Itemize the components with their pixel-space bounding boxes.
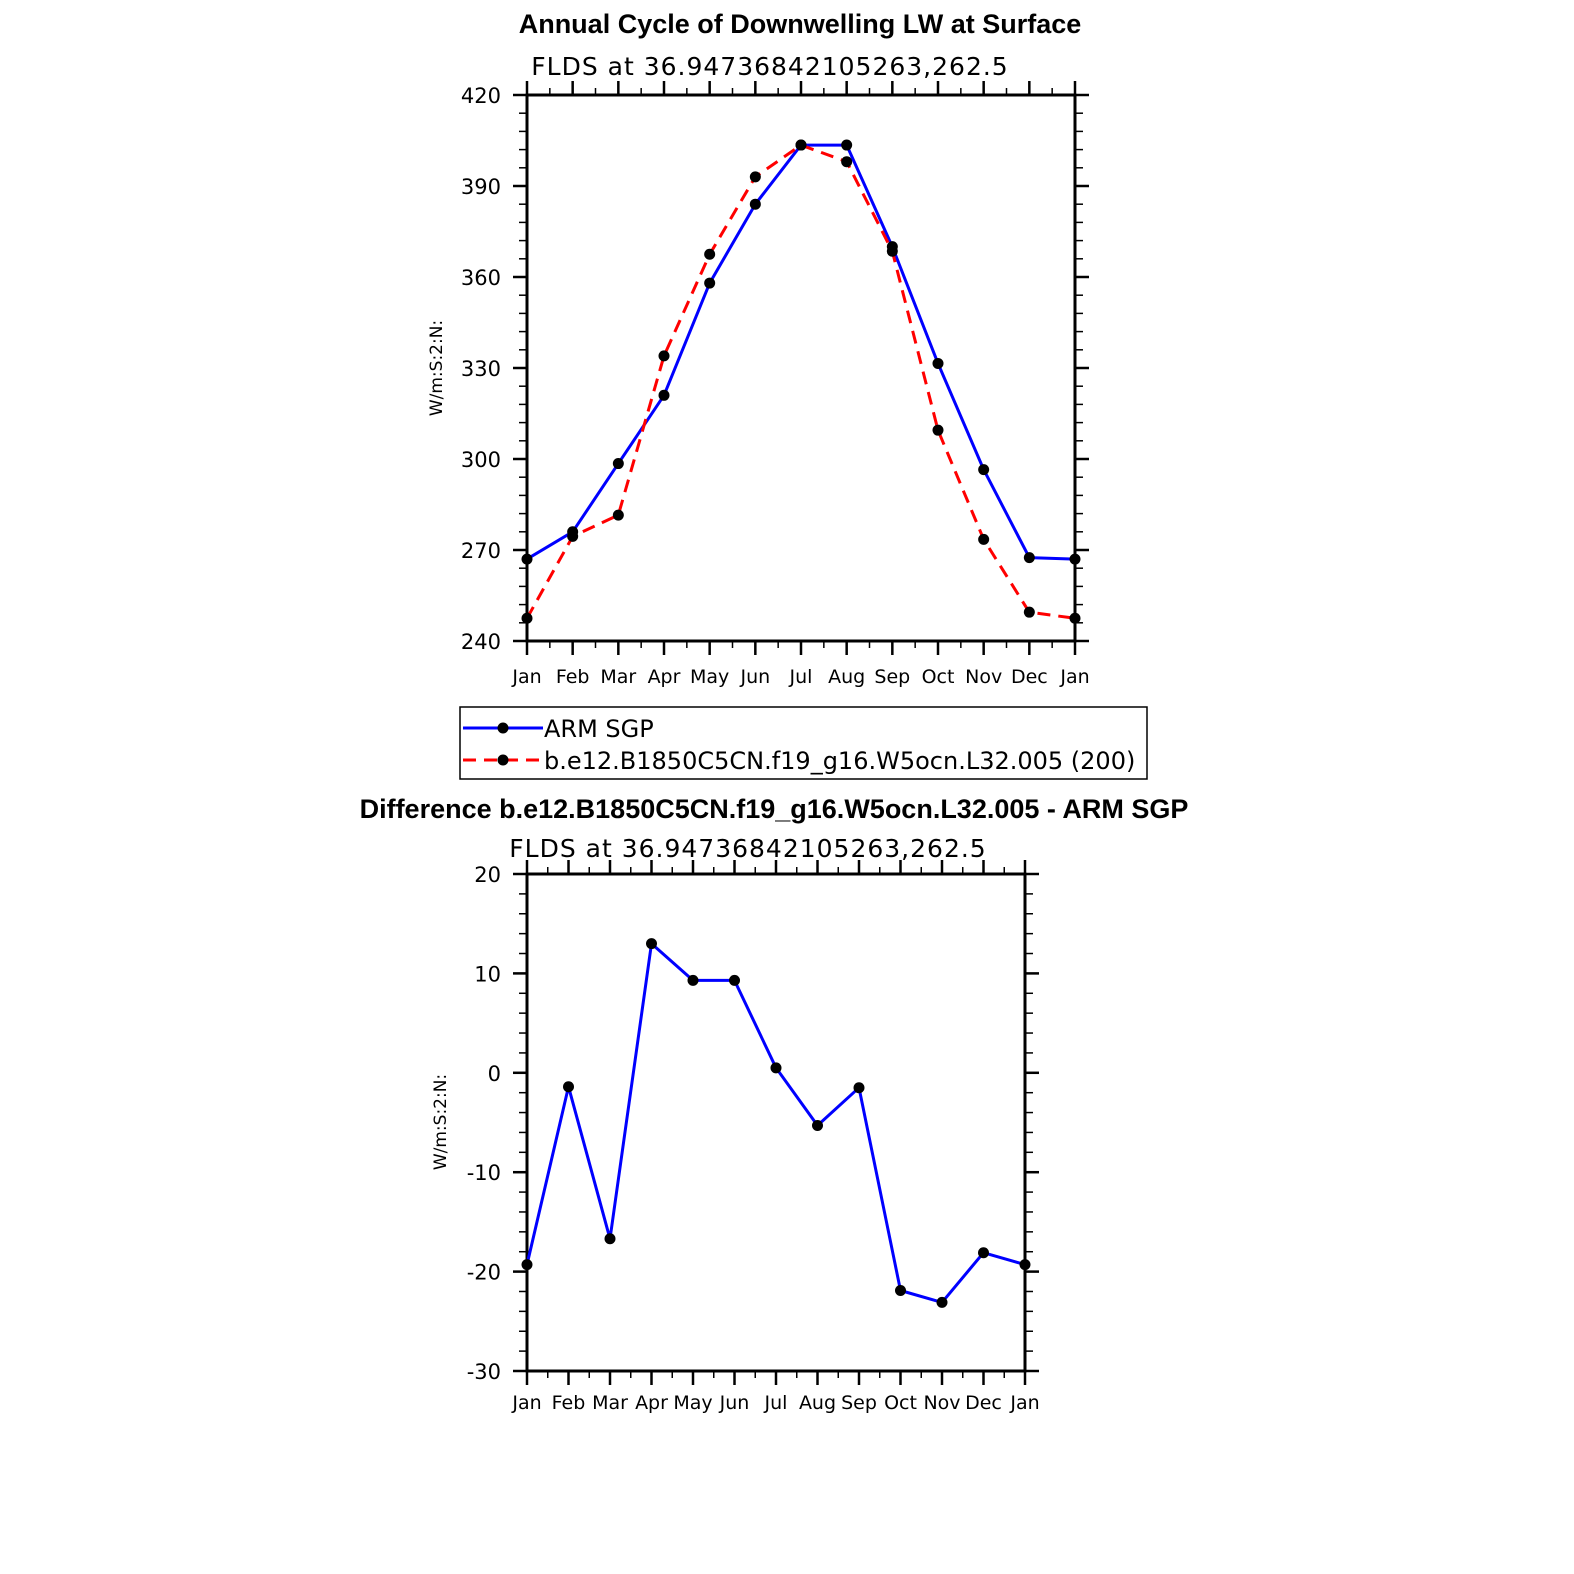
series-0-point: [613, 458, 624, 469]
chart-title: Annual Cycle of Downwelling LW at Surface: [518, 9, 1082, 39]
x-tick-label: Jul: [789, 666, 813, 688]
annual-cycle-chart: [427, 9, 1090, 688]
legend: [460, 707, 1147, 779]
plot-frame: [527, 95, 1075, 641]
series-0-point: [750, 199, 761, 210]
chart-subtitle: FLDS at 36.94736842105263,262.5: [531, 52, 1009, 81]
series-0-point: [1070, 554, 1081, 565]
series-1-point: [1070, 613, 1081, 624]
series-0-point: [978, 464, 989, 475]
legend-swatch-marker-1: [498, 755, 509, 766]
series-line-1: [527, 145, 1075, 618]
x-tick-label: Apr: [635, 1392, 668, 1414]
y-tick-label: 420: [460, 84, 501, 108]
y-tick-label: -20: [466, 1260, 501, 1285]
x-tick-label: Dec: [1010, 666, 1048, 688]
y-tick-label: 270: [460, 539, 501, 563]
series-0-point: [1020, 1259, 1031, 1270]
x-tick-label: Jun: [719, 1392, 750, 1414]
chart-title: Difference b.e12.B1850C5CN.f19_g16.W5ocn.L32.005 - ARM SGP: [359, 794, 1189, 824]
x-tick-label: Feb: [551, 1392, 586, 1414]
x-tick-label: Jan: [1060, 666, 1090, 688]
series-0-point: [605, 1233, 616, 1244]
legend-swatch-marker-0: [498, 723, 509, 734]
x-tick-label: Sep: [841, 1392, 877, 1414]
legend-entry-0: ARM SGP: [544, 715, 654, 743]
series-0-point: [841, 140, 852, 151]
x-tick-label: Jul: [764, 1392, 788, 1414]
y-tick-label: 0: [487, 1061, 501, 1086]
y-tick-label: 300: [460, 448, 501, 472]
series-line-0: [527, 944, 1025, 1303]
series-0-point: [688, 975, 699, 986]
series-0-point: [854, 1082, 865, 1093]
difference-chart: [360, 794, 1189, 1414]
series-1-point: [887, 246, 898, 257]
y-tick-label: 390: [460, 175, 501, 199]
x-tick-label: Apr: [647, 666, 681, 688]
series-0-point: [978, 1247, 989, 1258]
series-1-point: [522, 613, 533, 624]
series-1-point: [841, 156, 852, 167]
y-tick-label: 20: [474, 863, 501, 887]
series-line-0: [527, 145, 1075, 559]
x-tick-label: Jan: [1010, 1392, 1040, 1414]
y-tick-label: -30: [466, 1360, 501, 1384]
series-0-point: [729, 975, 740, 986]
x-tick-label: Jan: [512, 1392, 542, 1414]
series-0-point: [522, 1259, 533, 1270]
y-axis-label: W/m:S:2:N:: [427, 319, 447, 417]
x-tick-label: Feb: [555, 666, 590, 688]
series-0-point: [704, 278, 715, 289]
legend-entry-1: b.e12.B1850C5CN.f19_g16.W5ocn.L32.005 (200): [544, 747, 1136, 775]
y-tick-label: 330: [460, 357, 501, 381]
series-0-point: [522, 554, 533, 565]
x-tick-label: Oct: [921, 666, 955, 688]
series-0-point: [933, 358, 944, 369]
x-tick-label: Aug: [828, 666, 866, 688]
series-0-point: [895, 1285, 906, 1296]
x-tick-label: Nov: [923, 1392, 961, 1414]
series-0-point: [646, 938, 657, 949]
x-tick-label: Jan: [512, 666, 542, 688]
series-0-point: [1024, 552, 1035, 563]
series-1-point: [933, 425, 944, 436]
series-1-point: [704, 249, 715, 260]
x-tick-label: Jun: [740, 666, 771, 688]
y-tick-label: -10: [466, 1161, 501, 1186]
y-tick-label: 240: [460, 630, 501, 654]
x-tick-label: May: [690, 666, 730, 688]
series-1-point: [796, 140, 807, 151]
series-1-point: [1024, 607, 1035, 618]
series-1-point: [659, 350, 670, 361]
series-0-point: [563, 1081, 574, 1092]
chart-subtitle: FLDS at 36.94736842105263,262.5: [509, 834, 987, 863]
x-tick-label: May: [673, 1392, 713, 1414]
x-tick-label: Mar: [592, 1392, 628, 1414]
plot-frame: [527, 874, 1025, 1371]
series-0-point: [771, 1062, 782, 1073]
series-0-point: [812, 1120, 823, 1131]
x-tick-label: Nov: [965, 666, 1003, 688]
x-tick-label: Oct: [884, 1392, 917, 1414]
x-tick-label: Dec: [965, 1392, 1002, 1414]
x-tick-label: Mar: [600, 666, 637, 688]
series-1-point: [750, 171, 761, 182]
y-tick-label: 360: [460, 266, 501, 290]
series-0-point: [659, 390, 670, 401]
series-1-point: [567, 531, 578, 542]
series-1-point: [613, 510, 624, 521]
y-tick-label: 10: [474, 962, 501, 987]
series-1-point: [978, 534, 989, 545]
y-axis-label: W/m:S:2:N:: [431, 1073, 451, 1171]
x-tick-label: Sep: [874, 666, 911, 688]
x-tick-label: Aug: [798, 1392, 837, 1414]
series-0-point: [937, 1297, 948, 1308]
